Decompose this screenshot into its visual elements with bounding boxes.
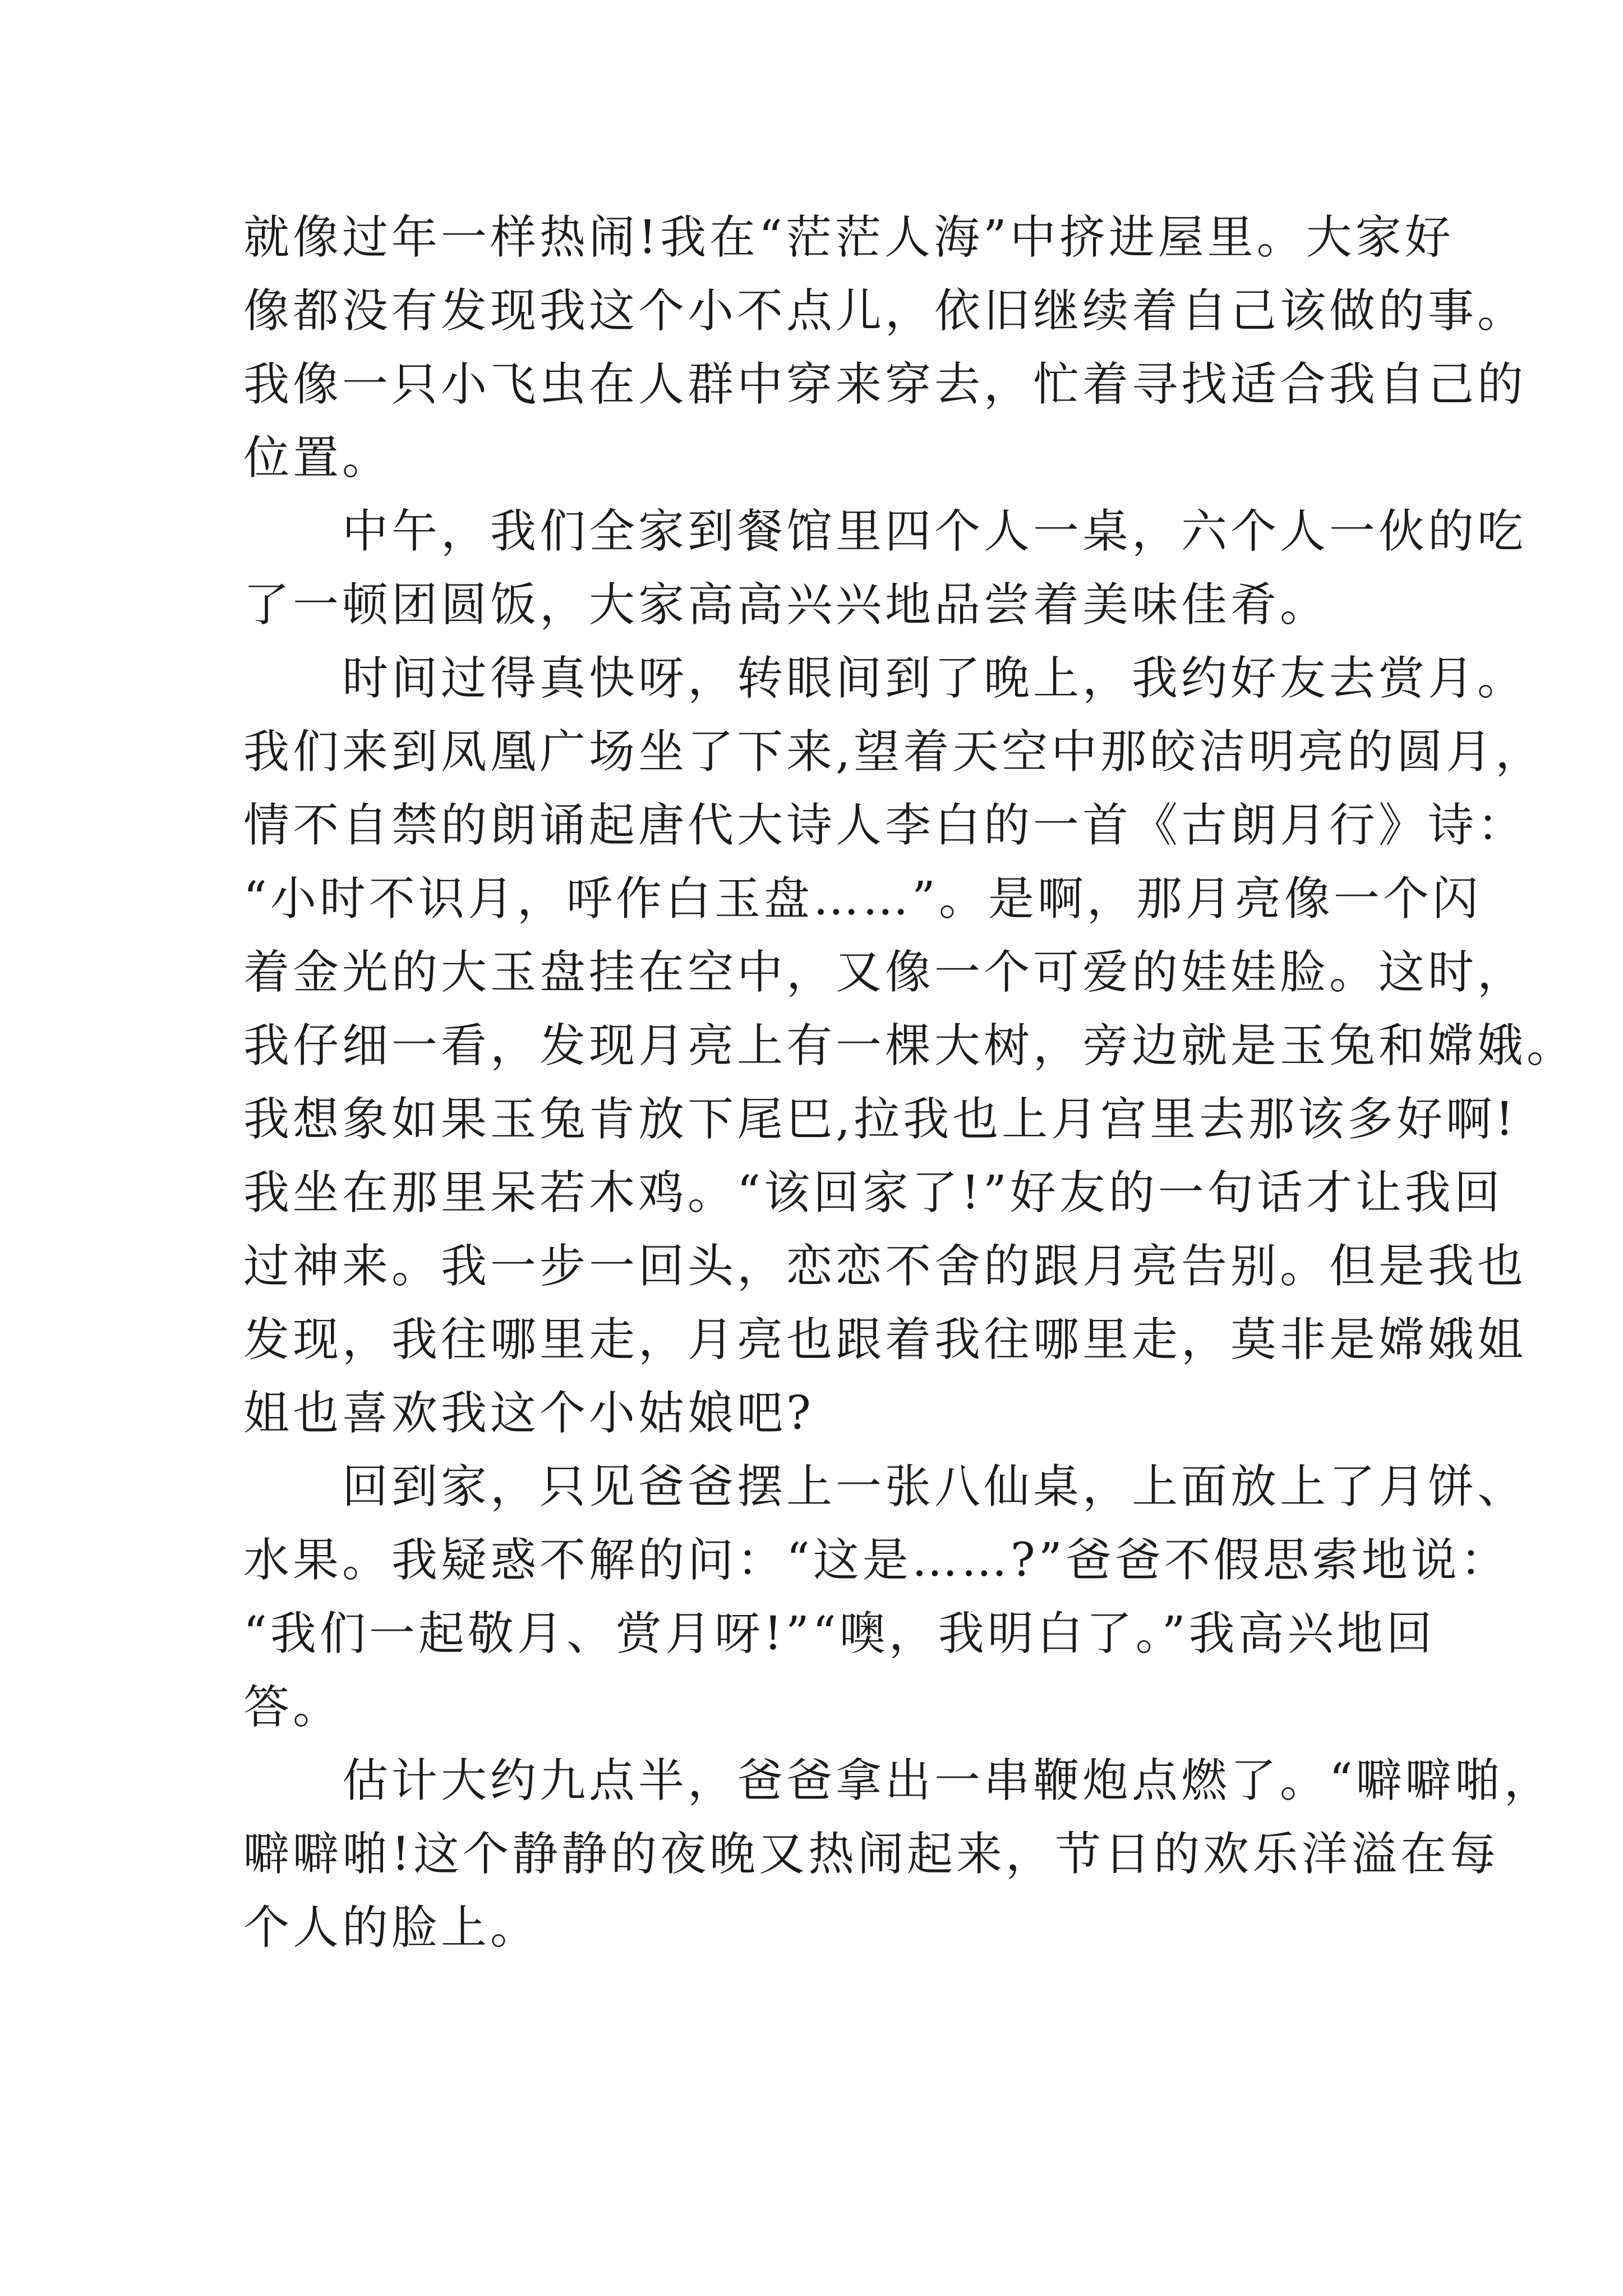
text-line: 情不自禁的朗诵起唐代大诗人李白的一首《古朗月行》诗： xyxy=(243,799,1527,852)
text-line: 位置。 xyxy=(243,431,392,485)
text-line: 答。 xyxy=(243,1681,343,1734)
body-text xyxy=(243,201,1576,1964)
text-line: 时间过得真快呀，转眼间到了晚上，我约好友去赏月。 xyxy=(243,652,1527,705)
text-line: 个人的脸上。 xyxy=(243,1901,540,1954)
text-line: 着金光的大玉盘挂在空中，又像一个可爱的娃娃脸。这时， xyxy=(243,946,1527,999)
text-line: 过神来。我一步一回头，恋恋不舍的跟月亮告别。但是我也 xyxy=(243,1240,1527,1293)
paragraph-1 xyxy=(243,201,1527,495)
text-line: 回到家，只见爸爸摆上一张八仙桌，上面放上了月饼、 xyxy=(243,1460,1527,1513)
text-line: 噼噼啪!这个静静的夜晚又热闹起来，节日的欢乐洋溢在每 xyxy=(243,1828,1499,1881)
text-line: 发现，我往哪里走，月亮也跟着我往哪里走，莫非是嫦娥姐 xyxy=(243,1313,1527,1366)
text-line: 估计大约九点半，爸爸拿出一串鞭炮点燃了。“噼噼啪， xyxy=(243,1754,1553,1807)
paragraph-4 xyxy=(243,1450,1527,1744)
text-line: 像都没有发现我这个小不点儿，依旧继续着自己该做的事。 xyxy=(243,284,1527,338)
text-line: 了一顿团圆饭，大家高高兴兴地品尝着美味佳肴。 xyxy=(243,578,1330,632)
text-line: 就像过年一样热闹!我在“茫茫人海”中挤进屋里。大家好 xyxy=(243,211,1454,264)
paragraph-5 xyxy=(243,1744,1553,1964)
text-line: “我们一起敬月、赏月呀!”“噢，我明白了。”我高兴地回 xyxy=(243,1607,1436,1660)
paragraph-3 xyxy=(243,642,1576,1450)
text-line: 中午，我们全家到餐馆里四个人一桌，六个人一伙的吃 xyxy=(243,505,1527,558)
text-line: 我像一只小飞虫在人群中穿来穿去，忙着寻找适合我自己的 xyxy=(243,358,1527,411)
text-line: 水果。我疑惑不解的问：“这是……?”爸爸不假思索地说： xyxy=(243,1534,1510,1587)
text-line: “小时不识月，呼作白玉盘……”。是啊，那月亮像一个闪 xyxy=(243,872,1482,926)
text-line: 我仔细一看，发现月亮上有一棵大树，旁边就是玉兔和嫦娥。 xyxy=(243,1019,1576,1073)
paragraph-2 xyxy=(243,495,1527,642)
text-line: 我想象如果玉兔肯放下尾巴,拉我也上月宫里去那该多好啊! xyxy=(243,1093,1518,1146)
text-line: 姐也喜欢我这个小姑娘吧? xyxy=(243,1387,814,1440)
text-line: 我们来到凤凰广场坐了下来,望着天空中那皎洁明亮的圆月， xyxy=(243,725,1545,779)
text-line: 我坐在那里呆若木鸡。“该回家了!”好友的一句话才让我回 xyxy=(243,1166,1504,1220)
